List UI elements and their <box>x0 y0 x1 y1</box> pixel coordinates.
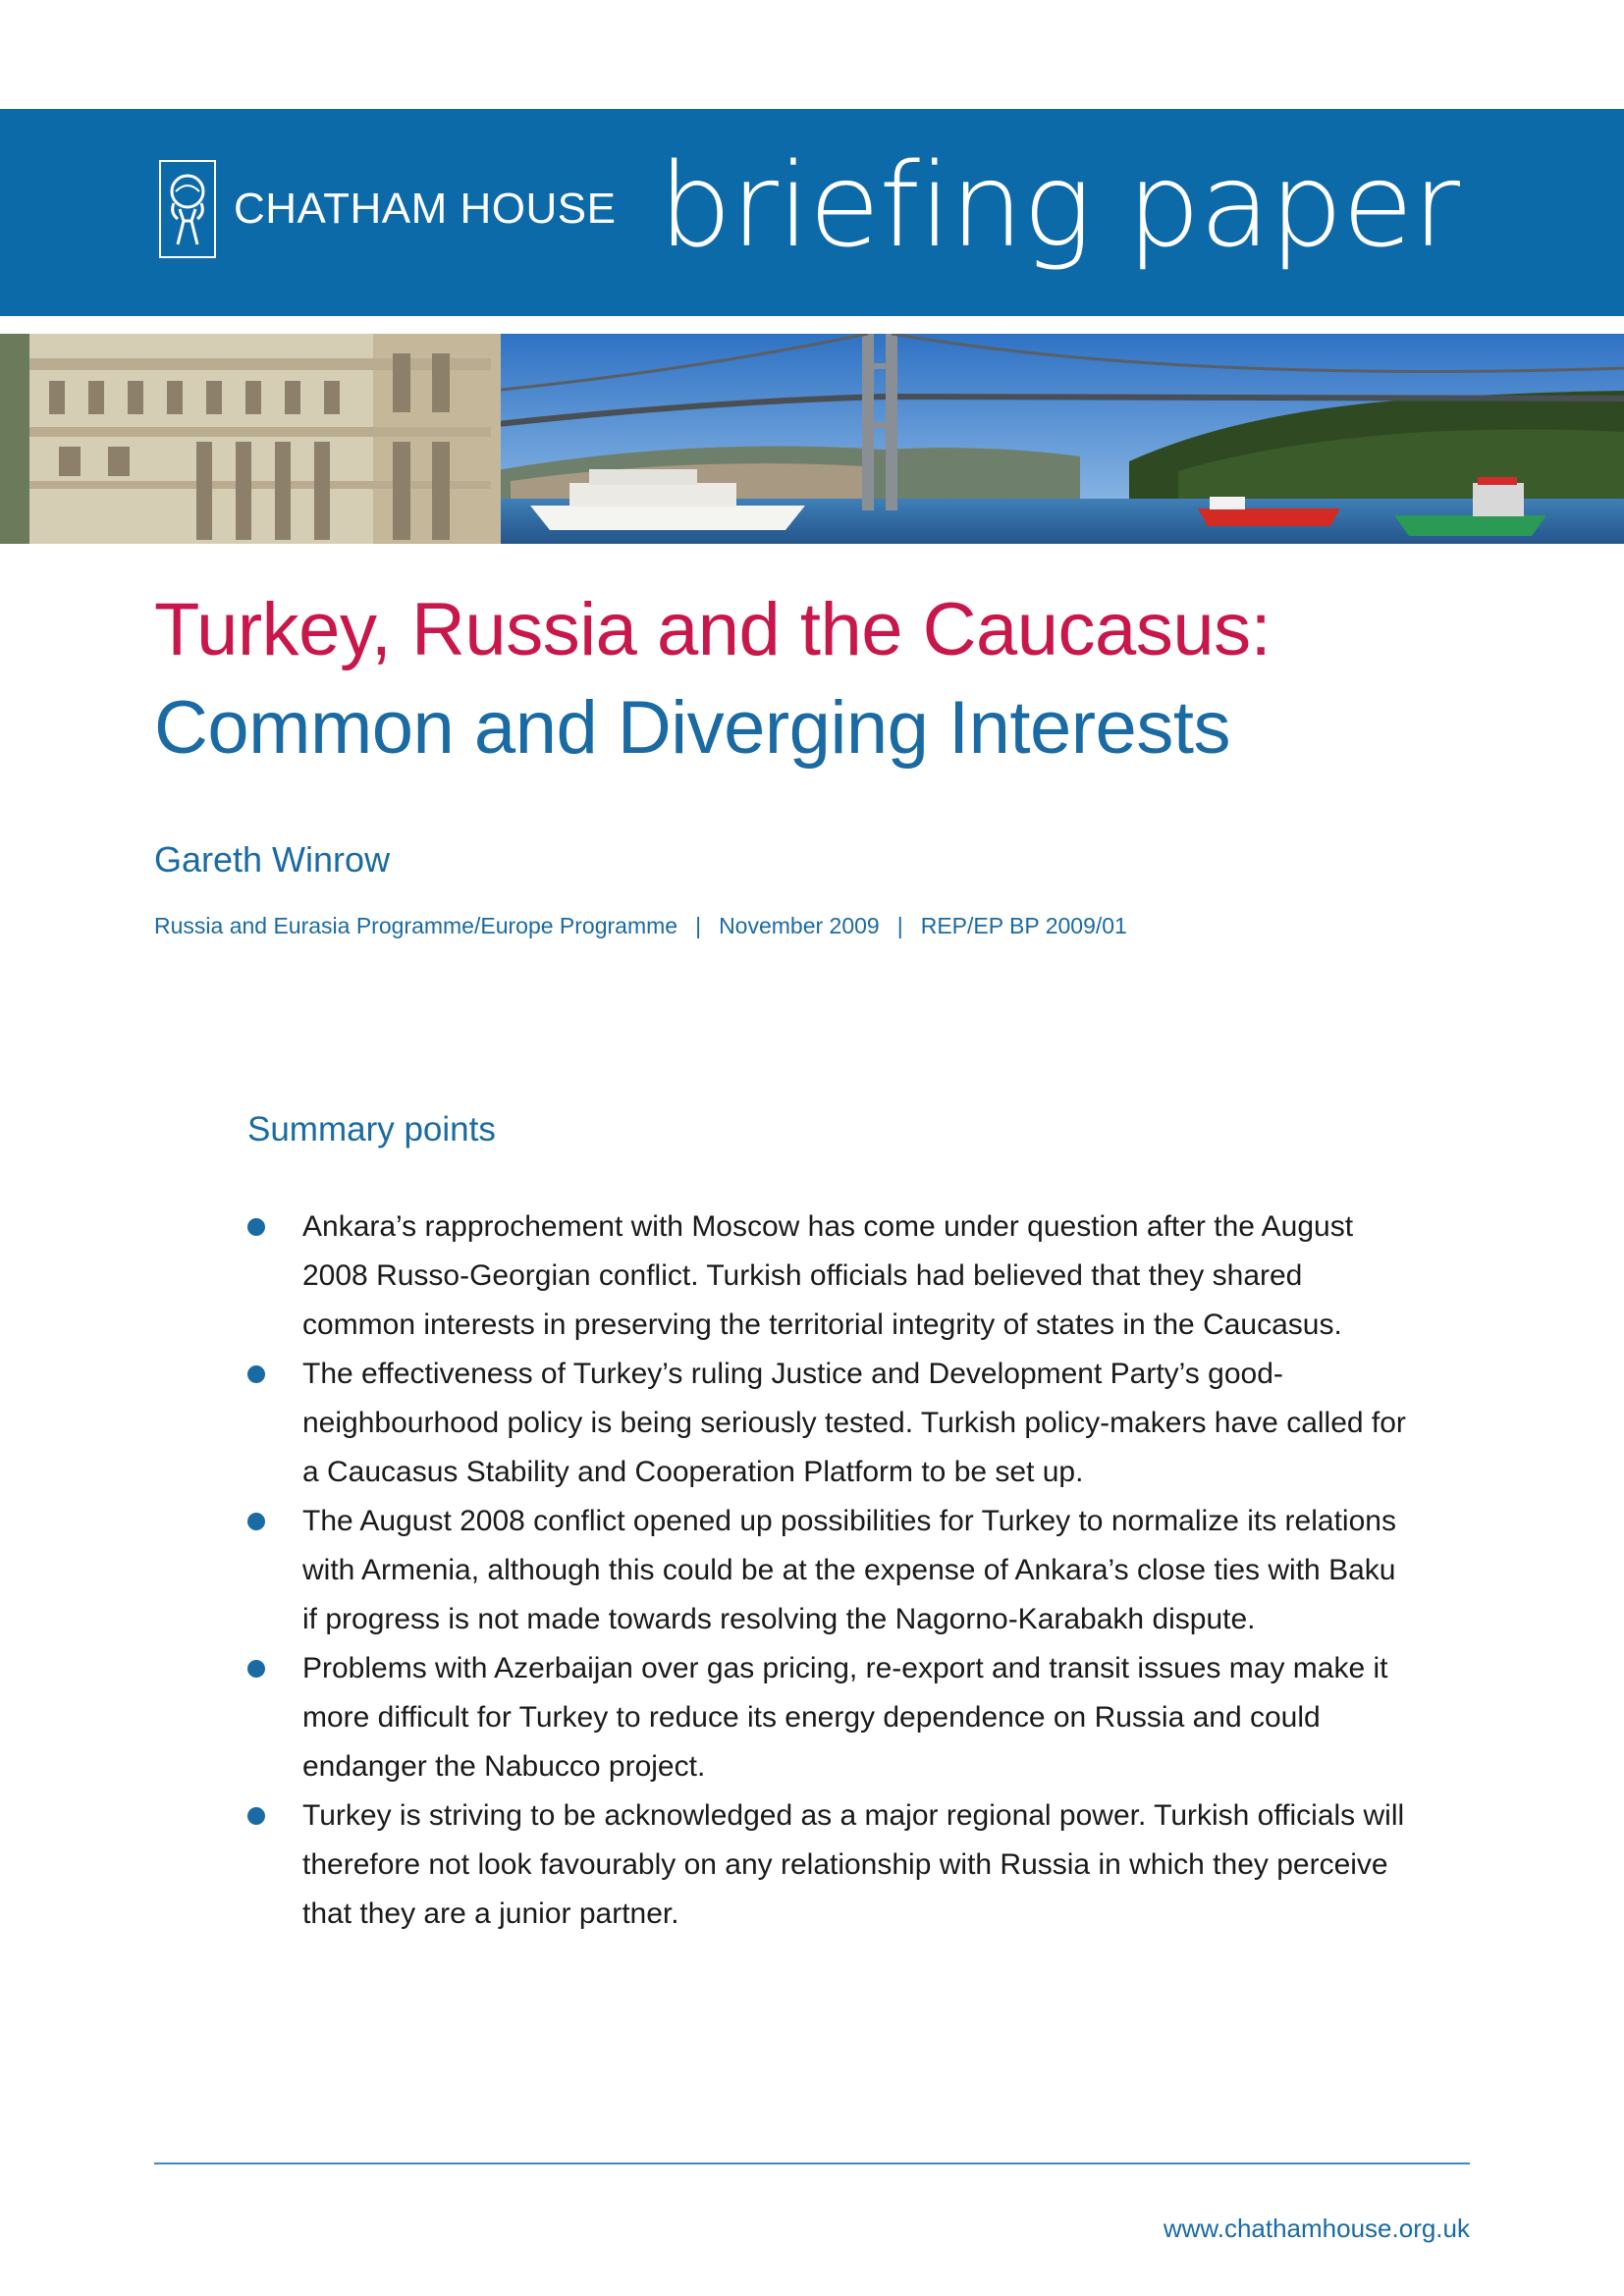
meta-separator: | <box>695 913 702 938</box>
summary-point <box>247 1350 1406 1497</box>
document-reference: REP/EP BP 2009/01 <box>920 913 1127 938</box>
meta-separator: | <box>896 913 903 938</box>
summary-point <box>247 1202 1406 1350</box>
document-title-line-1: Turkey, Russia and the Caucasus: <box>154 588 1272 671</box>
summary-point-text: The August 2008 conflict opened up possibilities for Turkey to normalize its relations with Armenia, although this could be at the expense of Ankara’s close ties with Baku if progress is not made towards resolving the Nagorno-Karabakh dispute. <box>302 1505 1396 1635</box>
summary-point-text: Problems with Azerbaijan over gas pricing, re-export and transit issues may make it more difficult for Turkey to reduce its energy dependence on Russia and could endanger the Nabucco project. <box>302 1652 1388 1783</box>
author-name: Gareth Winrow <box>154 839 391 880</box>
summary-point-text: Turkey is striving to be acknowledged as a major regional power. Turkish officials will therefore not look favourably on any relationship with Russia in which they perceive that they are a junior partner. <box>302 1799 1405 1930</box>
bullet-icon <box>247 1513 265 1530</box>
programme-name: Russia and Eurasia Programme/Europe Programme <box>154 913 678 938</box>
summary-point <box>247 1791 1406 1939</box>
summary-heading: Summary points <box>247 1110 496 1148</box>
bullet-icon <box>247 1807 265 1825</box>
summary-point <box>247 1497 1406 1644</box>
globe-atlas-icon <box>159 160 216 258</box>
publication-date: November 2009 <box>719 913 880 938</box>
organization-name: CHATHAM HOUSE <box>234 185 617 233</box>
summary-points-list <box>247 1202 1406 1939</box>
summary-point-text: Ankara’s rapprochement with Moscow has come under question after the August 2008 Russo-Georgian conflict. Turkish officials had believed that they shared common interests in preserving the territorial integrity of states in the Caucasus. <box>302 1210 1354 1341</box>
bullet-icon <box>247 1365 265 1383</box>
bullet-icon <box>247 1660 265 1678</box>
bullet-icon <box>247 1218 265 1236</box>
summary-point <box>247 1644 1406 1791</box>
footer-divider <box>154 2163 1470 2164</box>
summary-point-text: The effectiveness of Turkey’s ruling Justice and Development Party’s good-neighbourhood policy is being seriously tested. Turkish policy-makers have called for a Caucasus Stability and Cooperation Platform to be set up. <box>302 1358 1406 1488</box>
document-meta <box>154 913 1127 939</box>
document-title-line-2: Common and Diverging Interests <box>154 686 1230 770</box>
website-link[interactable]: www.chathamhouse.org.uk <box>1163 2214 1470 2243</box>
series-title: briefing paper <box>658 137 1459 273</box>
bosphorus-photo <box>0 334 1624 544</box>
chatham-house-logo[interactable] <box>159 157 616 261</box>
